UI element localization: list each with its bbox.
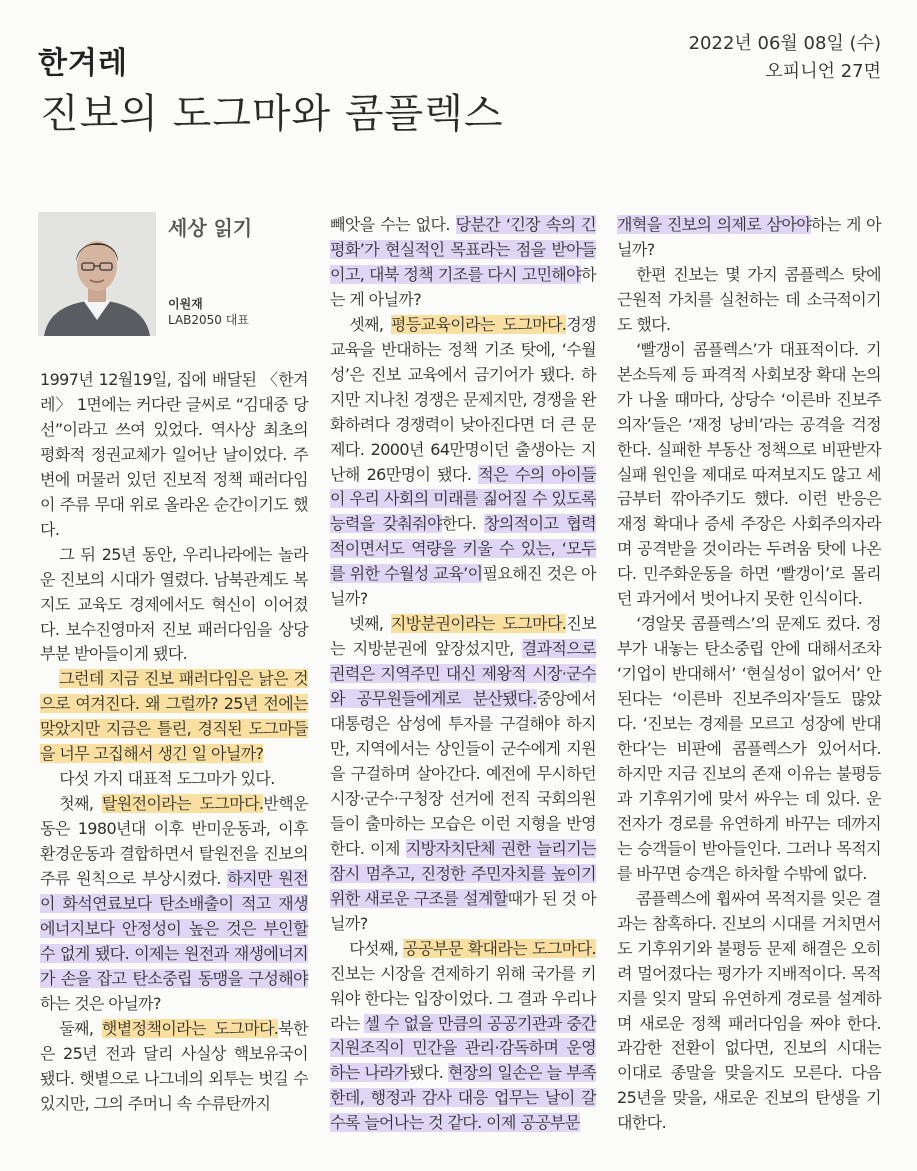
article-paragraph [330,612,596,936]
paragraph-text: 빼앗을 수는 없다. [330,215,456,234]
article-paragraph [40,543,308,668]
paragraph-text: 반핵운동은 1980년대 이후 반미운동과, 이후 환경운동과 결합하면서 탈원전을 진보의 주류 원칙으로 부상시켰다. [40,794,308,889]
paragraph-text: 됐다. [409,1063,449,1083]
highlighted-text: 창의적이고 협력적이면서도 역량을 키울 수 있는, ‘모두를 위한 수월성 교육’이 [330,514,597,584]
newspaper-logo: 한겨레 [38,46,128,81]
author-photo [38,212,156,336]
paragraph-text: 그 뒤 25년 동안, 우리나라에는 놀라운 진보의 시대가 열렸다. 남북관계도 복지도 교육도 경제에서도 혁신이 이어졌다. 보수진영마저 진보 패러다임을 상당 부분 받아들이게 됐다. [40,544,308,664]
section-page: 오피니언 27면 [765,61,881,82]
article-paragraph [40,767,308,792]
paragraph-text: 둘째, [59,1018,102,1038]
paragraph-text: 진보는 지방분권에 앞장섰지만, [330,614,597,659]
paragraph-text: 다섯 가지 대표적 도그마가 있다. [59,769,275,789]
author-title: LAB2050 대표 [168,313,249,327]
publication-date: 2022년 06월 08일 (수) [688,33,881,54]
highlighted-text: 결과적으로 권력은 지역주민 대신 제왕적 시장·군수와 공무원들에게로 분산됐다. [330,639,596,709]
article-paragraph [617,887,881,1137]
paragraph-text: 하는 게 아닐까? [330,264,596,309]
highlighted-text: 셀 수 없을 만큼의 공공기관과 중간지원조직이 민간을 관리·감독하며 운영하는 나라가 [330,1013,596,1083]
highlighted-text: 개혁을 진보의 의제로 삼아야 [617,215,812,234]
article-paragraph [40,368,308,543]
paragraph-text: 하는 것은 아닐까? [40,993,161,1013]
article-paragraph [617,263,881,338]
paragraph-text: 넷째, [349,614,391,634]
article-paragraph [330,213,596,313]
paragraph-text: ‘빨갱이 콤플렉스’가 대표적이다. 기본소득제 등 파격적 사회보장 확대 논의가 나올 때마다, 상당수 ‘이른바 진보주의자’들은 ‘재정 낭비’라는 공격을 걱정한다. 실패한 부동산 정책으로 비판받자 실패 원인을 제대로 따져보지도 않고 세금부터 깎아주기도 했다. 이런 반응은 재정 확대나 증세 주장은 사회주의자라며 공격받을 것이라는 두려움 탓에 나온다. 민주화운동을 하면 ‘빨갱이’로 몰리던 과거에서 벗어나지 못한 인식이다. [617,339,881,609]
highlighted-text: 지방자치단체 권한 늘리기는 잠시 멈추고, 진정한 주민자치를 높이기 위한 새로운 구조를 설계할 [330,838,596,908]
paragraph-text: 한다. [441,514,485,534]
article-paragraph [617,338,881,612]
highlighted-text: 탈원전이라는 도그마다. [101,794,264,814]
article-paragraph [40,792,308,1017]
article-paragraph [617,612,881,886]
column-name: 세상 읽기 [168,216,253,240]
headline: 진보의 도그마와 콤플렉스 [40,91,504,137]
paragraph-text: 필요해진 것은 아닐까? [330,564,596,609]
paragraph-text: 중앙에서 대통령은 삼성에 투자를 구걸해야 하지만, 지역에서는 상인들이 군수에게 지원을 구걸하며 살아간다. 예전에 무시하던 시장·군수·구청장 선거에 전직 국회의원들이 출마하는 모습은 이런 지형을 반영한다. 이제 [330,689,596,858]
highlighted-text: 당분간 ‘긴장 속의 긴 평화’가 현실적인 목표라는 점을 받아들이고, 대북 정책 기조를 다시 고민해야 [330,215,597,284]
highlighted-text: 공공부문 확대라는 도그마다. [403,938,597,958]
author-name: 이원재 [168,297,203,311]
publication-info [689,30,881,86]
highlighted-text: 그런데 지금 진보 패러다임은 낡은 것으로 여겨진다. 왜 그럴까? 25년 전에는 맞았지만 지금은 틀린, 경직된 도그마들을 너무 고집해서 생긴 일 아닐까? [40,669,308,764]
article-paragraph [617,213,881,263]
paragraph-text: 때가 된 것 아닐까? [330,888,596,933]
highlighted-text: 현장의 일손은 늘 부족한데, 행정과 감사 대응 업무는 날이 갈수록 늘어나는 것 같다. 이제 공공부문 [330,1063,596,1133]
highlighted-text: 햇볕정책이라는 도그마다. [101,1018,279,1038]
paragraph-text: ‘경알못 콤플렉스’의 문제도 컸다. 정부가 내놓는 탄소중립 안에 대해서조차 ‘기업이 반대해서’ ‘현실성이 없어서’ 안 된다는 ‘이른바 진보주의자’들도 많았다. ‘진보는 경제를 모르고 성장에 반대한다’는 비판에 콤플렉스가 있어서다. 하지만 지금 진보의 존재 이유는 불평등과 기후위기에 맞서 싸우는 데 있다. 운전자가 경로를 유연하게 바꾸는 데까지는 승객들이 받아들인다. 그러나 목적지를 바꾸면 승객은 하차할 수밖에 없다. [617,614,881,883]
highlighted-text: 하지만 원전이 화석연료보다 탄소배출이 적고 재생에너지보다 안정성이 높은 것은 부인할 수 없게 됐다. 이제는 원전과 재생에너지가 손을 잡고 탄소중립 동맹을 구성해야 [40,869,308,988]
paragraph-text: 북한은 25년 전과 달리 사실상 핵보유국이 됐다. 햇볕으로 나그네의 외투는 벗길 수 있지만, 그의 주머니 속 수류탄까지 [40,1018,309,1113]
paragraph-text: 한편 진보는 몇 가지 콤플렉스 탓에 근원적 가치를 실천하는 데 소극적이기도 했다. [617,264,881,334]
article-paragraph [40,667,308,767]
body-column-2 [330,213,596,1136]
paragraph-text: 진보는 시장을 견제하기 위해 국가를 키워야 한다는 입장이었다. 그 결과 우리나라는 [330,963,596,1033]
paragraph-text: 다섯째, [349,938,404,958]
article-paragraph [330,313,596,612]
highlighted-text: 지방분권이라는 도그마다. [390,614,567,634]
highlighted-text: 평등교육이라는 도그마다. [390,314,567,334]
paragraph-text: 경쟁교육을 반대하는 정책 기조 탓에, ‘수월성’은 진보 교육에서 금기어가 됐다. 하지만 지나친 경쟁은 문제지만, 경쟁을 완화하려다 경쟁력이 낮아진다면 더 큰 문제다. 2000년 64만명이던 출생아는 지난해 26만명이 됐다. [330,314,597,484]
byline [168,214,318,328]
masthead [38,44,128,84]
body-column-3 [617,213,881,1136]
paragraph-text: 콤플렉스에 휩싸여 목적지를 잊은 결과는 참혹하다. 진보의 시대를 거치면서도 기후위기와 불평등 문제 해결은 오히려 멀어졌다는 평가가 지배적이다. 목적지를 잊지 말되 유연하게 경로를 설계하며 새로운 정책 패러다임을 짜야 한다. 과감한 전환이 없다면, 진보의 시대는 이대로 종말을 맞을지도 모른다. 다음 25년을 맞을, 새로운 진보의 탄생을 기대한다. [617,888,881,1133]
paragraph-text: 첫째, [59,794,102,814]
highlighted-text: 적은 수의 아이들이 우리 사회의 미래를 짊어질 수 있도록 능력을 갖춰줘야 [330,464,596,534]
article-paragraph [330,937,596,1137]
body-column-1 [40,368,308,1117]
paragraph-text: 셋째, [349,314,391,334]
paragraph-text: 하는 게 아닐까? [617,215,881,259]
article-paragraph [40,1017,308,1117]
paragraph-text: 1997년 12월19일, 집에 배달된 〈한겨레〉 1면에는 커다란 글씨로 “김대중 당선”이라고 쓰여 있었다. 역사상 최초의 평화적 정권교체가 일어난 날이었다. 주변에 머물러 있던 진보적 정책 패러다임이 주류 무대 위로 올라온 순간이기도 했다. [40,370,308,539]
